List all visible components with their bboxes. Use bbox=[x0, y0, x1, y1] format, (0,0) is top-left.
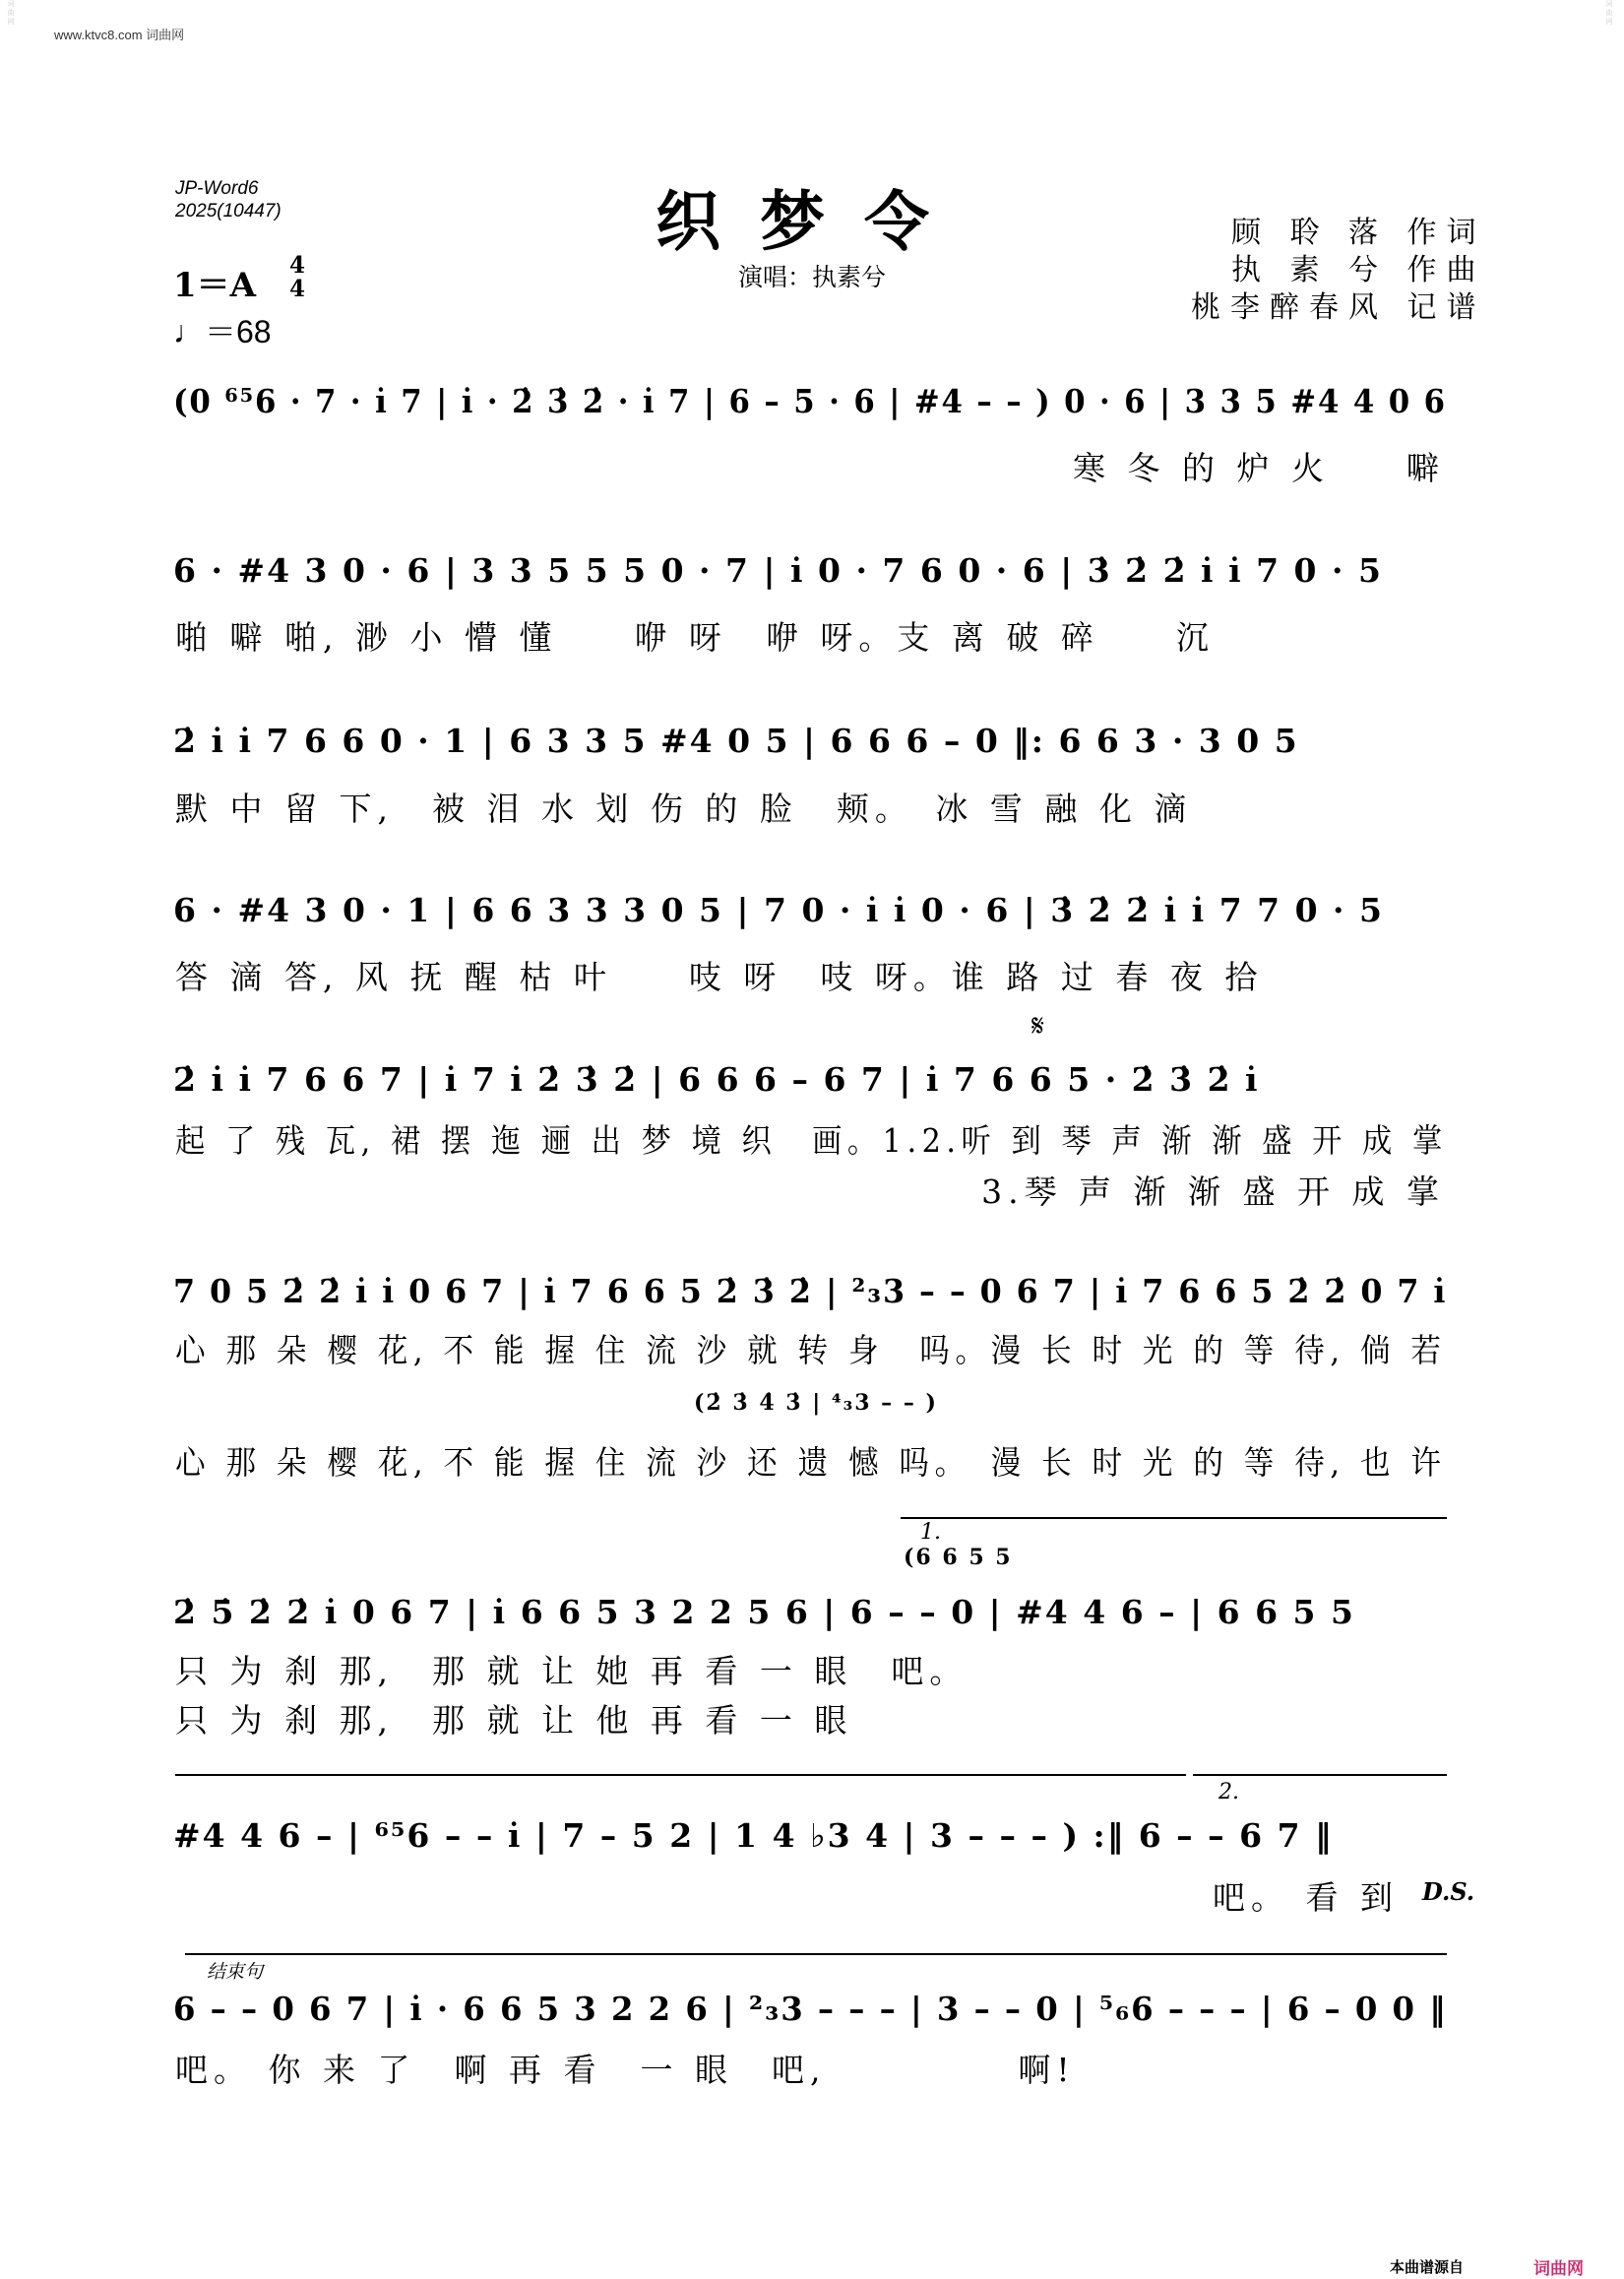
software-name: JP-Word6 bbox=[175, 178, 259, 199]
lyricist: 顾 聆 落 作词 bbox=[1230, 216, 1486, 250]
software-version: 2025(10447) bbox=[175, 201, 281, 222]
volta-bracket-1-cont bbox=[175, 1774, 1186, 1776]
lyric-line-8: 吧。 看 到 bbox=[1213, 1878, 1399, 1917]
lyric-line-4: 答 滴 答, 风 抚 醒 枯 叶 吱 呀 吱 呀。谁 路 过 春 夜 拾 bbox=[175, 958, 1264, 996]
side-watermark-left bbox=[6, 0, 20, 2277]
score-line-6-alt: (2̇ 3̇ 4̇ 3̇ | ⁴₃3 – – ) bbox=[694, 1390, 938, 1416]
key-signature: 1＝A bbox=[173, 266, 257, 305]
lyric-line-7-alt: 只 为 刹 那, 那 就 让 他 再 看 一 眼 bbox=[175, 1701, 853, 1740]
lyric-line-5-verse-3: 3.琴 声 渐 渐 盛 开 成 掌 bbox=[981, 1172, 1445, 1211]
lyric-line-9: 吧。 你 来 了 啊 再 看 一 眼 吧, 啊! bbox=[175, 2051, 1076, 2089]
side-watermark-right bbox=[1604, 0, 1618, 2277]
time-signature-bottom: 4 bbox=[288, 276, 305, 302]
transcriber: 桃李醉春风 记谱 bbox=[1191, 290, 1486, 325]
ending-bracket bbox=[185, 1953, 1447, 1955]
volta-label-2: 2. bbox=[1218, 1780, 1239, 1804]
site-url[interactable]: www.ktvc8.com 词曲网 bbox=[54, 28, 185, 42]
composer: 执 素 兮 作曲 bbox=[1230, 253, 1486, 287]
lyric-line-3: 默 中 留 下, 被 泪 水 划 伤 的 脸 颊。 冰 雪 融 化 滴 bbox=[175, 790, 1193, 828]
score-line-7: 2̇ 5̇ 2̇ 2̇ i̇ 0 6 7 | i̇ 6 6 5 3 2 2 5 6 | 6 – – 0 | #4 4 6 – | 6 6 5 5 bbox=[173, 1593, 1355, 1631]
volta-sub-notes: (6 6 5 5 bbox=[904, 1545, 1013, 1570]
volta-bracket-2 bbox=[1193, 1774, 1447, 1776]
side-watermark-text: 词曲网 bbox=[1605, 0, 1613, 27]
credits bbox=[1191, 215, 1486, 327]
score-line-5: 2̇ i̇ i̇ 7 6 6 7 | i̇ 7 i̇ 2̇ 3̇ 2̇ | 6 6 6 – 6 7 | i̇ 7 6 6 5 · 2̇ 3̇ 2̇ i̇ bbox=[173, 1060, 1260, 1099]
dal-segno-mark: D.S. bbox=[1422, 1877, 1475, 1906]
score-line-1: (0 ⁶⁵6 · 7 · i̇ 7 | i̇ · 2̇ 3̇ 2̇ · i̇ 7 | 6 – 5 · 6 | #4 – – ) 0 · 6 | 3 3 5 #4 4 0 6 bbox=[173, 382, 1447, 420]
side-watermark-text: 词曲网 bbox=[7, 0, 15, 27]
lyric-line-1: 寒 冬 的 炉 火 噼 bbox=[1073, 449, 1445, 487]
tempo: ♩＝68 bbox=[173, 314, 272, 349]
score-line-9: 6 – – 0 6 7 | i̇ · 6 6 5 3 2 2 6 | ²₃3 – – – | 3 – – 0 | ⁵₆6 – – – | 6 – 0 0 ‖ bbox=[173, 1990, 1448, 2028]
singer: 演唱：执素兮 bbox=[737, 263, 886, 291]
score-line-2: 6 · #4 3 0 · 6 | 3 3 5 5 5 0 · 7 | i̇ 0 · 7 6 0 · 6 | 3̇ 2̇ 2̇ i̇ i̇ 7 0 · 5 bbox=[173, 551, 1383, 590]
time-signature bbox=[285, 254, 309, 301]
score-line-6: 7 0 5 2̇ 2̇ i̇ i̇ 0 6 7 | i̇ 7 6 6 5 2̇ 3̇ 2̇ | ²₃3 – – 0 6 7 | i̇ 7 6 6 5 2̇ 2̇ 0 7 i̇ bbox=[173, 1272, 1448, 1310]
lyric-line-2: 啪 噼 啪, 渺 小 懵 懂 咿 呀 咿 呀。支 离 破 碎 沉 bbox=[175, 618, 1215, 657]
segno-sign: 𝄋 bbox=[1031, 1009, 1044, 1044]
volta-bracket-1 bbox=[901, 1517, 1447, 1519]
score-line-8: #4 4 6 – | ⁶⁵6 – – i̇ | 7 – 5 2 | 1 4 ♭3 4 | 3 – – – ) :‖ 6 – – 6 7 ‖ bbox=[173, 1816, 1334, 1855]
volta-label-1: 1. bbox=[920, 1520, 941, 1545]
page-title: 织梦令 bbox=[656, 183, 968, 260]
score-line-3: 2̇ i̇ i̇ 7 6 6 0 · 1 | 6 3 3 5 #4 0 5 | 6 6 6 – 0 ‖: 6 6 3 · 3 0 5 bbox=[173, 722, 1299, 760]
footer-site-logo[interactable]: 词曲网 bbox=[1533, 2259, 1584, 2278]
lyric-line-6: 心 那 朵 樱 花, 不 能 握 住 流 沙 就 转 身 吗。漫 长 时 光 的 等 待, 倘 若 bbox=[175, 1331, 1447, 1369]
score-line-4: 6 · #4 3 0 · 1 | 6 6 3 3 3 0 5 | 7 0 · i̇ i̇ 0 · 6 | 3̇ 2̇ 2̇ i̇ i̇ 7 7 0 · 5 bbox=[173, 891, 1384, 929]
lyric-line-6-alt: 心 那 朵 樱 花, 不 能 握 住 流 沙 还 遗 憾 吗。 漫 长 时 光 的 等 待, 也 许 bbox=[175, 1443, 1447, 1482]
time-signature-top: 4 bbox=[288, 252, 305, 279]
lyric-line-5: 起 了 残 瓦, 裙 摆 迤 逦 出 梦 境 织 画。1.2.听 到 琴 声 渐 渐 盛 开 成 掌 bbox=[175, 1121, 1448, 1160]
ending-label: 结束句 bbox=[207, 1961, 264, 1983]
footer-source: 本曲谱源自 bbox=[1390, 2258, 1465, 2276]
lyric-line-7: 只 为 刹 那, 那 就 让 她 再 看 一 眼 吧。 bbox=[175, 1652, 968, 1690]
